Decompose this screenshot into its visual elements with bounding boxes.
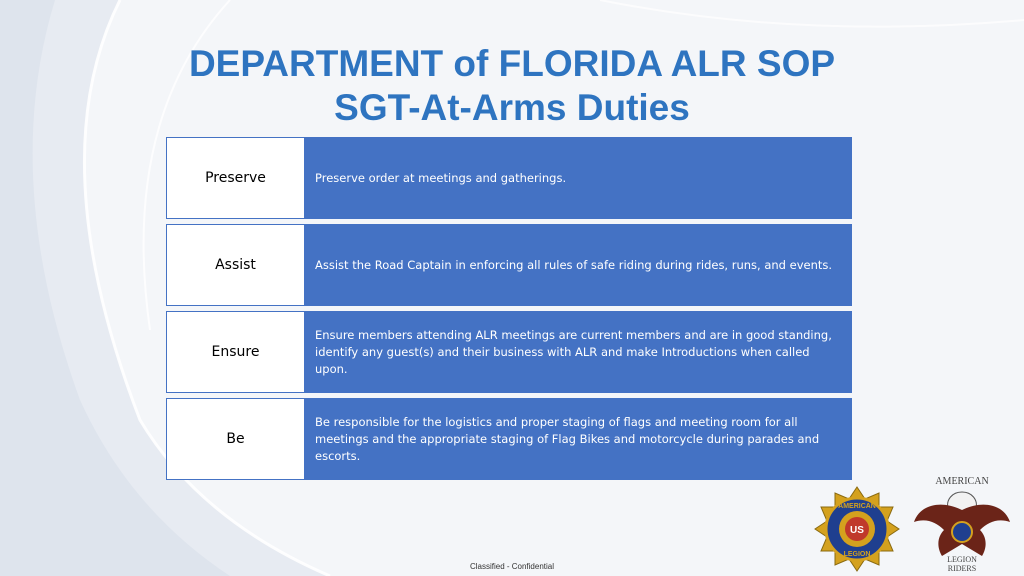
emblem-top-text: AMERICAN (838, 503, 876, 510)
duty-row-be (166, 398, 852, 480)
duties-table (166, 137, 852, 485)
american-legion-emblem-icon (811, 486, 903, 572)
title-line-2: SGT-At-Arms Duties (334, 87, 690, 128)
duty-row-preserve (166, 137, 852, 219)
duty-row-ensure (166, 311, 852, 393)
title-line-1: DEPARTMENT of FLORIDA ALR SOP (188, 43, 836, 84)
duty-description: Be responsible for the logistics and proper staging of flags and meeting room for all meetings and the appropriate staging of Flag Bikes and motorcycle during parades and escorts. (305, 399, 851, 479)
slide-title (0, 42, 1024, 130)
duty-description: Assist the Road Captain in enforcing all rules of safe riding during rides, runs, and events. (305, 225, 851, 305)
footer-classification: Classified - Confidential (469, 562, 555, 571)
duty-label: Ensure (167, 312, 305, 392)
american-legion-riders-emblem-icon (912, 470, 1012, 574)
riders-bottom-text-2: RIDERS (947, 564, 977, 573)
duty-description: Ensure members attending ALR meetings are current members and are in good standing, identify any guest(s) and their business with ALR and make Introductions when called upon. (305, 312, 851, 392)
emblem-bottom-text: LEGION (843, 551, 871, 558)
riders-top-text: AMERICAN (935, 476, 989, 487)
duty-label: Be (167, 399, 305, 479)
emblem-center-text: US (850, 525, 864, 536)
riders-bottom-text-1: LEGION (947, 555, 977, 564)
duty-row-assist (166, 224, 852, 306)
duty-description: Preserve order at meetings and gatherings. (305, 138, 851, 218)
duty-label: Assist (167, 225, 305, 305)
duty-label: Preserve (167, 138, 305, 218)
